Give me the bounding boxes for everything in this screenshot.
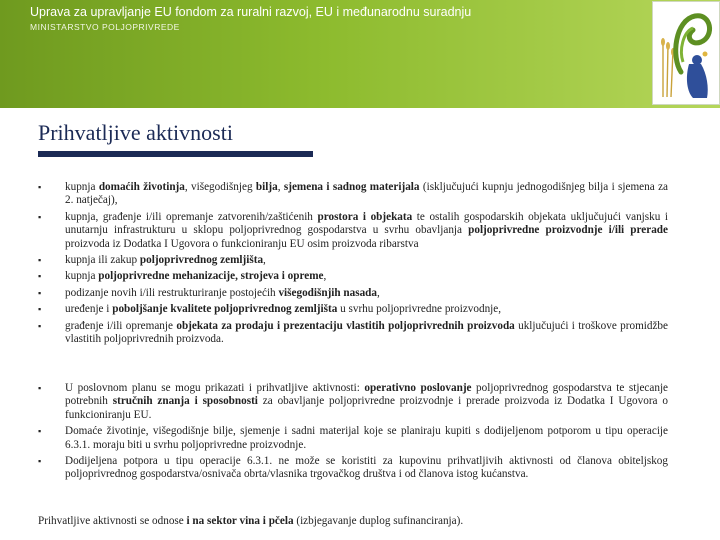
text-run: uključujući i troškove promidžbe vlastitih poljoprivrednih proizvoda. — [65, 319, 668, 346]
logo-emblem-icon — [653, 2, 719, 104]
bullet-icon: ▪ — [38, 182, 42, 192]
text-run: U poslovnom planu se mogu prikazati i prihvatljive aktivnosti: — [65, 382, 365, 394]
text-run: kupnja — [65, 181, 99, 193]
list-item — [38, 254, 668, 267]
bold-text: poljoprivrednog zemljišta — [139, 254, 264, 267]
bold-text: poboljšanje kvalitete poljoprivrednog zemljišta — [112, 303, 338, 316]
text-run: proizvoda iz Dodatka I Ugovora o funkcioniranju EU osim proizvoda ribarstva — [65, 237, 419, 250]
text-run: poljoprivrednog gospodarstva te stjecanje potrebnih — [65, 382, 669, 408]
bullet-icon: ▪ — [38, 271, 42, 282]
bullet-icon: ▪ — [38, 320, 42, 331]
text-run: Prihvatljive aktivnosti se odnose — [38, 515, 187, 527]
footer-note — [38, 515, 463, 527]
list-item — [38, 287, 668, 300]
bullet-icon: ▪ — [38, 456, 42, 467]
bullet-icon: ▪ — [38, 304, 42, 315]
text-run: te ostalih gospodarskih objekata uključujući vanjsku i unutarnju infrastrukturu u sklopu poljoprivrednog gospodarstva u svrhu obavljanja — [65, 210, 669, 237]
bullet-icon: ▪ — [38, 287, 42, 298]
page-title: Prihvatljive aktivnosti — [38, 120, 233, 145]
bold-text: prostora i objekata — [317, 210, 413, 223]
list-item — [38, 455, 668, 482]
text-run: , — [277, 181, 284, 193]
text-run: , višegodišnjeg — [184, 181, 256, 193]
text-run: (izbjegavanje duplog sufinanciranja). — [293, 515, 464, 527]
bold-text: operativno poslovanje — [364, 382, 472, 394]
header-title: Uprava za upravljanje EU fondom za ruralni razvoj, EU i međunarodnu suradnju — [30, 5, 472, 19]
list-item — [38, 181, 668, 208]
list-item — [38, 303, 668, 316]
bullet-icon: ▪ — [38, 426, 42, 437]
bold-text: domaćih životinja — [98, 181, 185, 193]
list-item — [38, 425, 668, 452]
bullet-icon: ▪ — [38, 211, 42, 222]
header-subtitle: MINISTARSTVO POLJOPRIVREDE — [30, 22, 180, 32]
text-run: Dodijeljena potpora u tipu operacije 6.3.1. ne može se koristiti za kupovinu prihvatljivih aktivnosti od članova obiteljskog poljoprivrednog gospodarstva/osnivača obrta/vlasnika trgovačkog društva i od članova istog kućanstva. — [65, 455, 668, 481]
eligible-activities-list — [38, 181, 668, 349]
list-item — [38, 211, 668, 251]
text-run: u svrhu poljoprivredne proizvodnje, — [337, 303, 502, 316]
bullet-icon: ▪ — [38, 255, 42, 266]
bold-text: stručnih znanja i sposobnosti — [112, 395, 258, 408]
text-run: kupnja ili zakup — [65, 254, 140, 267]
text-run: , — [377, 286, 380, 299]
text-run: Domaće životinje, višegodišnje bilje, sjemenje i sadni materijal koje se planiraju kupiti s dodijeljenom potporom u tipu operacije 6.3.1. moraju biti u svrhu poljoprivredne proizvodnje. — [65, 425, 668, 451]
business-plan-notes-list — [38, 382, 668, 485]
text-run: uređenje i — [65, 303, 113, 316]
list-item — [38, 270, 668, 283]
bold-text: poljoprivredne mehanizacije, strojeva i opreme — [98, 270, 324, 283]
text-run: kupnja, građenje i/ili opremanje zatvorenih/zaštićenih — [65, 210, 318, 223]
bold-text: višegodišnjih nasada — [278, 286, 377, 299]
bullet-icon: ▪ — [38, 383, 42, 393]
text-run: građenje i/ili opremanje — [65, 319, 177, 332]
text-run: podizanje novih i/ili restrukturiranje postojećih — [65, 286, 279, 299]
list-item — [38, 320, 668, 347]
text-run: kupnja — [65, 270, 99, 283]
text-run: , — [263, 254, 266, 267]
bold-text: sjemena i sadnog materijala — [283, 181, 420, 193]
bold-text: i na sektor vina i pčela — [186, 515, 294, 527]
bold-text: objekata za prodaju i prezentaciju vlastitih poljoprivrednih proizvoda — [176, 319, 515, 332]
bold-text: bilja — [255, 181, 278, 193]
text-run: (isključujući kupnju jednogodišnjeg bilja i sjemena za 2. natječaj), — [65, 181, 669, 207]
bold-text: poljoprivredne proizvodnje i/ili prerade — [468, 224, 668, 237]
title-underline — [38, 151, 313, 157]
text-run: za obavljanje poljoprivredne proizvodnje i prerade proizvoda iz Dodatka I Ugovora o funkcioniranju EU. — [65, 395, 668, 421]
ministry-logo — [652, 1, 720, 105]
list-item — [38, 382, 668, 422]
text-run: , — [323, 270, 327, 283]
